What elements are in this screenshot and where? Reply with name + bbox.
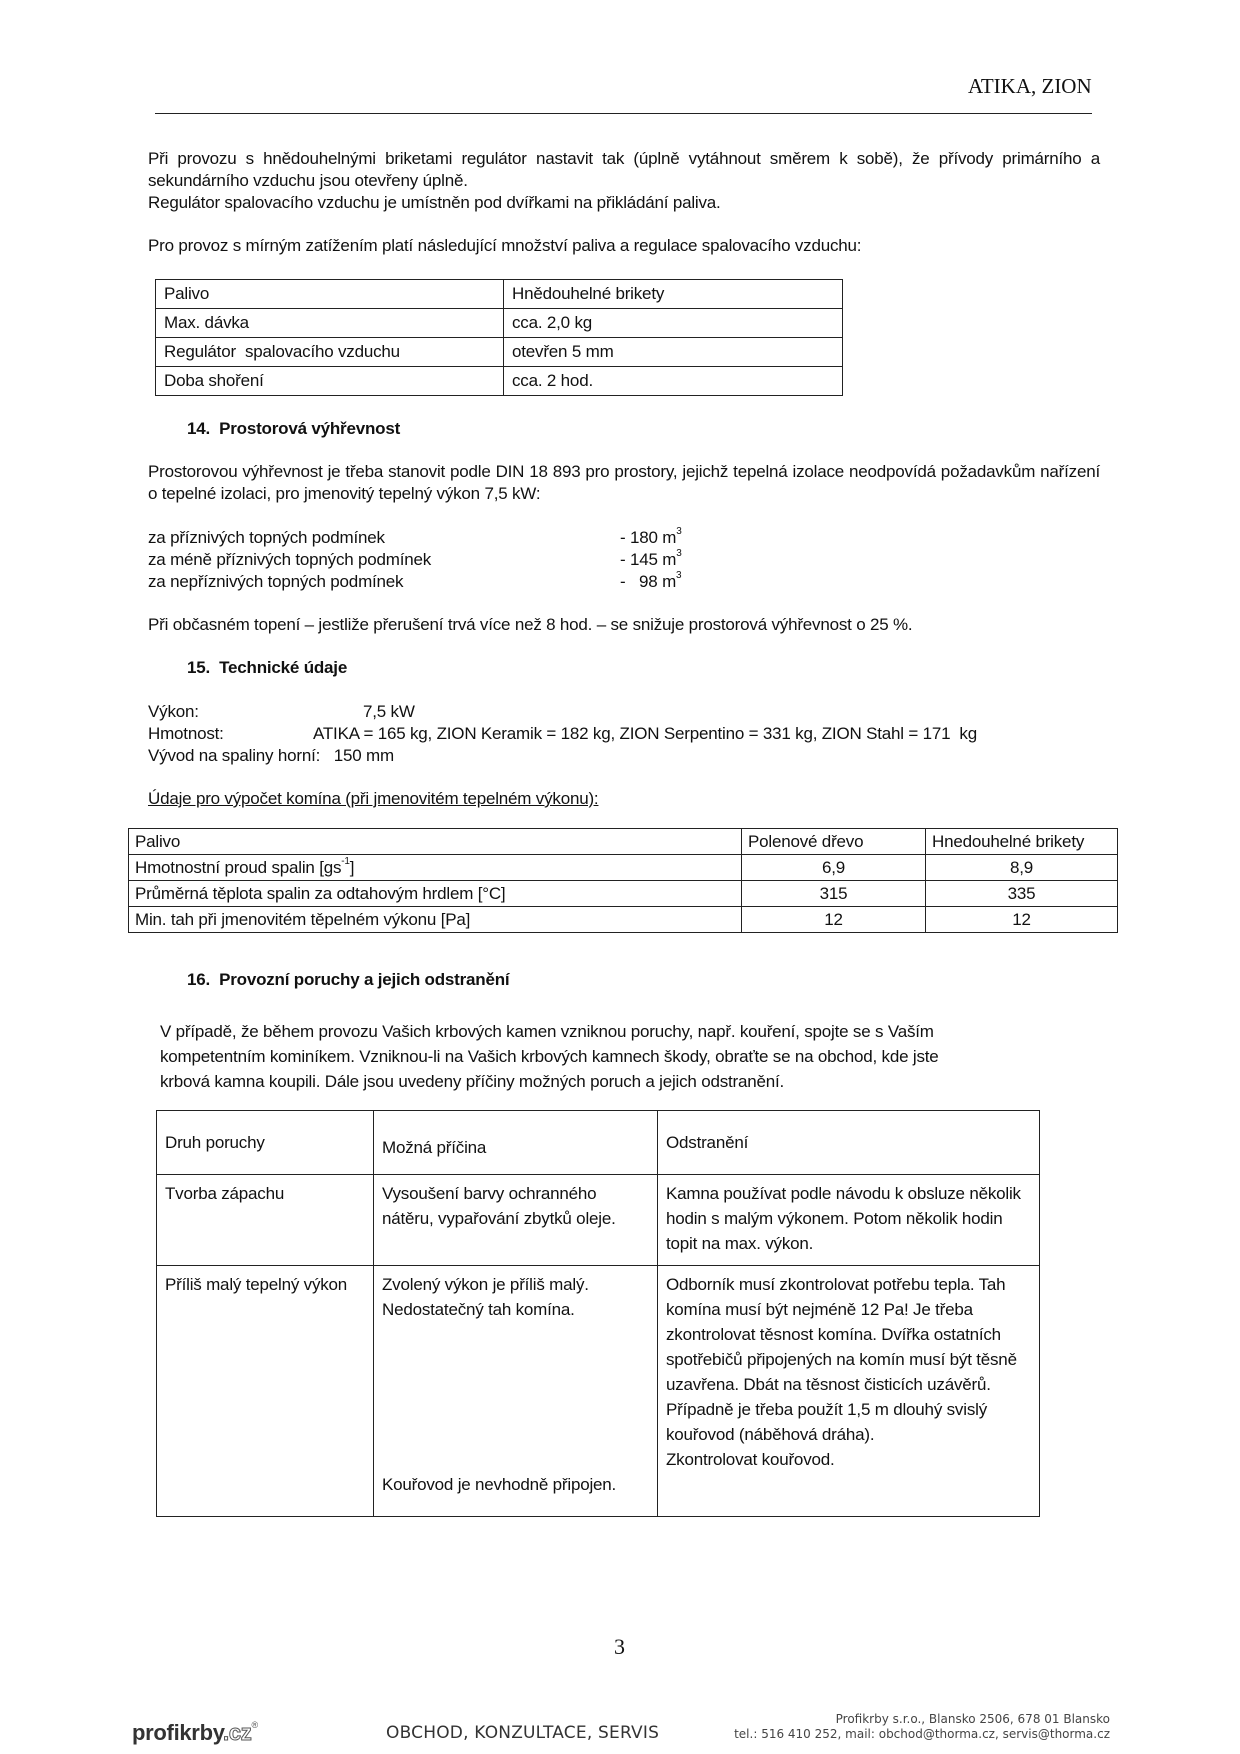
section-16-paragraph bbox=[160, 1019, 939, 1094]
paragraph-line: V případě, že během provozu Vašich krbových kamen vzniknou poruchy, např. kouření, spojte se s Vaším bbox=[160, 1022, 934, 1041]
volume-value: - 180 $m^3$ bbox=[620, 526, 682, 547]
table-row bbox=[129, 855, 1118, 881]
table-cell: cca. 2 hod. bbox=[504, 367, 843, 396]
table-cell: Palivo bbox=[156, 280, 504, 309]
table-header-cell: Polenové dřevo bbox=[742, 829, 926, 855]
section-14-heading: 14. Prostorová výhřevnost bbox=[187, 419, 401, 438]
flue-label: Vývod na spaliny horní: bbox=[148, 746, 321, 765]
footer-contact bbox=[734, 1712, 1110, 1742]
table-cell: Hmotnostní proud spalin $[gs^{-1}]$ bbox=[129, 855, 742, 881]
volume-label: za nepříznivých topných podmínek bbox=[148, 572, 404, 591]
chimney-table bbox=[128, 828, 1118, 933]
table-cell: Průměrná těplota spalin za odtahovým hrdlem [°C] bbox=[129, 881, 742, 907]
volume-label: za příznivých topných podmínek bbox=[148, 528, 385, 547]
table-header-cell: Možná příčina bbox=[374, 1111, 658, 1175]
table-row bbox=[156, 280, 843, 309]
section-16-heading: 16. Provozní poruchy a jejich odstranění bbox=[187, 970, 510, 989]
table-row bbox=[157, 1266, 1040, 1517]
volume-row bbox=[148, 527, 748, 549]
table-cell: 315 bbox=[742, 881, 926, 907]
table-header-cell: Hnedouhelné brikety bbox=[926, 829, 1118, 855]
cause-cell: Vysoušení barvy ochranného nátěru, vypařování zbytků oleje. bbox=[374, 1175, 658, 1266]
table-cell: 6,9 bbox=[742, 855, 926, 881]
table-cell: 335 bbox=[926, 881, 1118, 907]
table-row bbox=[156, 367, 843, 396]
fuel-table bbox=[155, 279, 843, 396]
table-row bbox=[156, 309, 843, 338]
table-cell: Max. dávka bbox=[156, 309, 504, 338]
footer-slogan: OBCHOD, KONZULTACE, SERVIS bbox=[386, 1723, 660, 1743]
table-row bbox=[129, 881, 1118, 907]
table-cell: cca. 2,0 kg bbox=[504, 309, 843, 338]
fix-cell: Odborník musí zkontrolovat potřebu tepla. Tah komína musí být nejméně 12 Pa! Je třeba zkontrolovat těsnost komína. Dvířka ostatních spotřebičů připojených na komín musí být těsně uzavřena. Dbát na těsnost čisticích uzávěrů. Případně je třeba použít 1,5 m dlouhý svislý kouřovod (náběhová dráha). Zkontrolovat kouřovod. bbox=[658, 1266, 1040, 1517]
table-row bbox=[129, 907, 1118, 933]
fix-cell: Kamna používat podle návodu k obsluze několik hodin s malým výkonem. Potom několik hodin topit na max. výkon. bbox=[658, 1175, 1040, 1266]
fault-cell: Tvorba zápachu bbox=[157, 1175, 374, 1266]
table-header-cell: Druh poruchy bbox=[157, 1111, 374, 1175]
intro-paragraph-3: Pro provoz s mírným zatížením platí následující množství paliva a regulace spalovacího vzduchu: bbox=[148, 236, 862, 255]
chimney-caption: Údaje pro výpočet komína (při jmenovitém tepelném výkonu): bbox=[148, 789, 599, 808]
footer-logo: profikrby.cz® bbox=[132, 1720, 258, 1745]
cause-cell: Zvolený výkon je příliš malý. Nedostatečný tah komína. Kouřovod je nevhodně připojen. bbox=[374, 1266, 658, 1517]
section-15-heading: 15. Technické údaje bbox=[187, 658, 348, 677]
volume-value: - 98 $m^3$ bbox=[620, 570, 682, 591]
power-value: 7,5 kW bbox=[363, 702, 415, 721]
header-rule bbox=[155, 113, 1092, 114]
table-cell: Min. tah při jmenovitém těpelném výkonu [Pa] bbox=[129, 907, 742, 933]
intro-paragraph-2: Regulátor spalovacího vzduchu je umístněn pod dvířkami na přikládání paliva. bbox=[148, 193, 721, 212]
table-cell: Doba shoření bbox=[156, 367, 504, 396]
weight-value: ATIKA = 165 kg, ZION Keramik = 182 kg, ZION Serpentino = 331 kg, ZION Stahl = 171 kg bbox=[313, 724, 977, 743]
table-cell: 12 bbox=[926, 907, 1118, 933]
volume-value: - 145 $m^3$ bbox=[620, 548, 682, 569]
paragraph-line: kompetentním kominíkem. Vzniknou-li na Vašich krbových kamnech škody, obraťte se na obchod, kde jste bbox=[160, 1047, 939, 1066]
table-cell: 8,9 bbox=[926, 855, 1118, 881]
tech-flue bbox=[148, 745, 394, 767]
volume-row bbox=[148, 571, 748, 593]
table-cell: otevřen 5 mm bbox=[504, 338, 843, 367]
section-14-note: Při občasném topení – jestliže přerušení trvá více než 8 hod. – se snižuje prostorová výhřevnost o 25 %. bbox=[148, 615, 913, 634]
volume-label: za méně příznivých topných podmínek bbox=[148, 550, 432, 569]
flue-value: 150 mm bbox=[333, 746, 394, 765]
table-header-row bbox=[157, 1111, 1040, 1175]
footer-phone-email: tel.: 516 410 252, mail: obchod@thorma.cz, servis@thorma.cz bbox=[734, 1727, 1110, 1741]
footer-address: Profikrby s.r.o., Blansko 2506, 678 01 Blansko bbox=[835, 1712, 1110, 1726]
table-row bbox=[129, 829, 1118, 855]
troubleshooting-table bbox=[156, 1110, 1040, 1517]
power-label: Výkon: bbox=[148, 702, 199, 721]
table-row bbox=[156, 338, 843, 367]
fault-cell: Příliš malý tepelný výkon bbox=[157, 1266, 374, 1517]
volume-row bbox=[148, 549, 748, 571]
table-header-cell: Odstranění bbox=[658, 1111, 1040, 1175]
table-cell: Regulátor spalovacího vzduchu bbox=[156, 338, 504, 367]
section-14-paragraph: Prostorovou výhřevnost je třeba stanovit podle DIN 18 893 pro prostory, jejichž tepelná izolace neodpovídá požadavkům nařízení o tepelné izolaci, pro jmenovitý tepelný výkon 7,5 kW: bbox=[148, 462, 1100, 503]
tech-power bbox=[148, 701, 415, 723]
weight-label: Hmotnost: bbox=[148, 724, 224, 743]
table-header-cell: Palivo bbox=[129, 829, 742, 855]
table-cell: Hnědouhelné brikety bbox=[504, 280, 843, 309]
table-cell: 12 bbox=[742, 907, 926, 933]
tech-weight bbox=[148, 723, 1108, 745]
document-header-title: ATIKA, ZION bbox=[968, 74, 1092, 98]
paragraph-line: krbová kamna koupili. Dále jsou uvedeny příčiny možných poruch a jejich odstranění. bbox=[160, 1072, 785, 1091]
table-row bbox=[157, 1175, 1040, 1266]
intro-paragraph-1: Při provozu s hnědouhelnými briketami regulátor nastavit tak (úplně vytáhnout směrem k sobě), že přívody primárního a sekundárního vzduchu jsou otevřeny úplně. bbox=[148, 149, 1100, 190]
page-number: 3 bbox=[614, 1634, 625, 1659]
